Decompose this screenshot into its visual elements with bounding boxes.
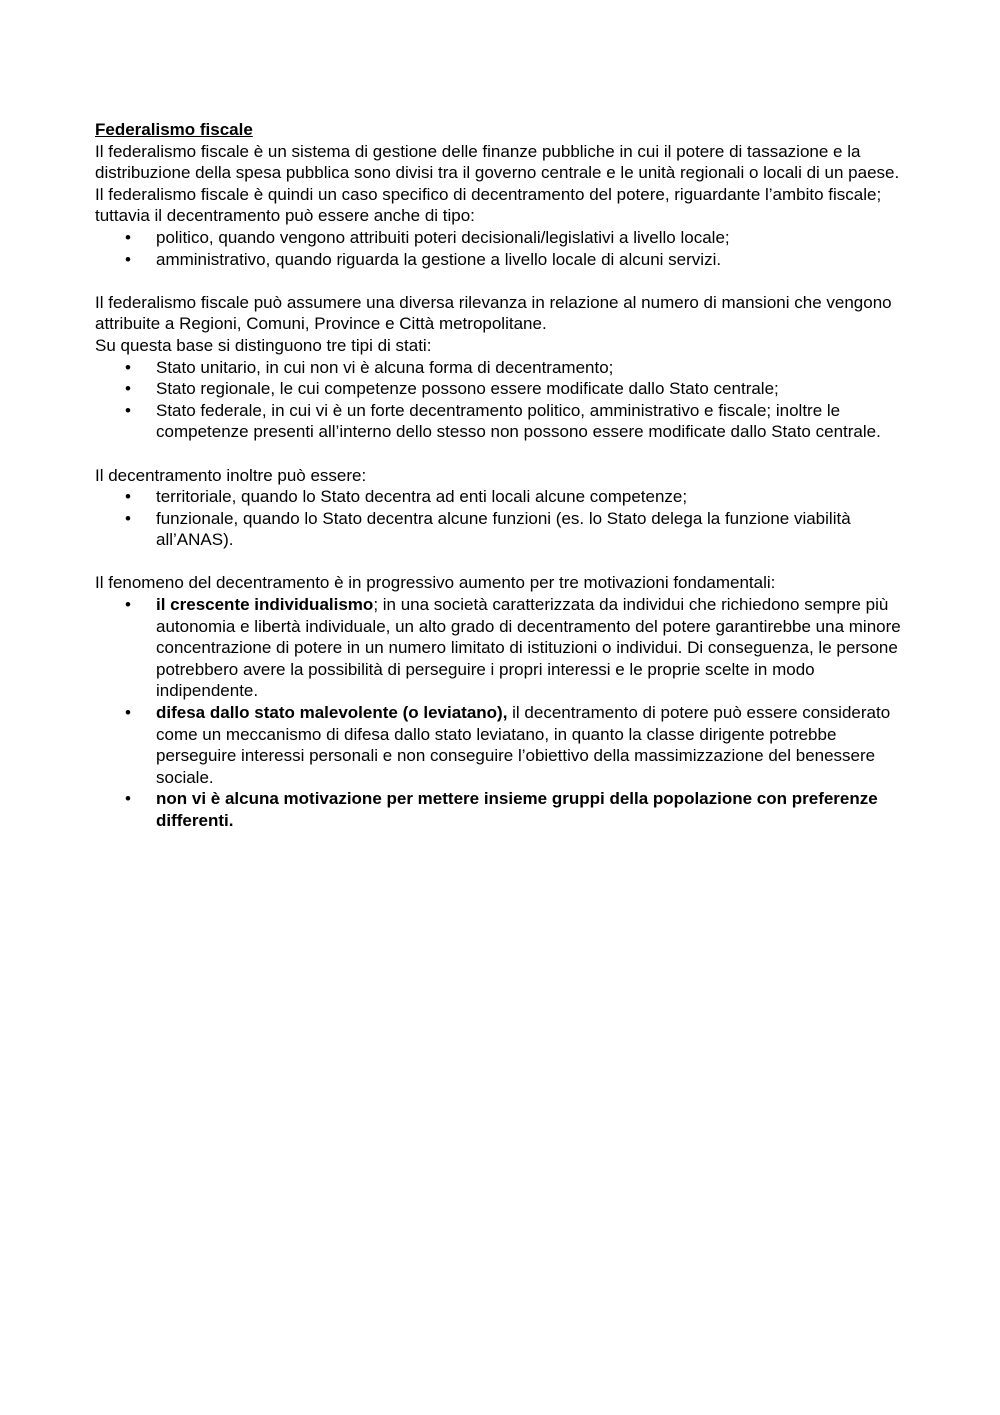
list-item — [95, 702, 910, 788]
item-text: ; in una società caratterizzata da individui che richiedono sempre più autonomia e libertà individuale, un alto grado di decentramento del potere garantirebbe una minore concentrazione di potere in un numero limitato di istituzioni o individui. Di conseguenza, le persone potrebbero avere la possibilità di perseguire i propri interessi e le proprie scelte in modo indipendente. — [156, 595, 901, 701]
item-text: il decentramento di potere può essere considerato come un meccanismo di difesa dallo stato leviatano, in quanto la classe dirigente potrebbe perseguire interessi personali e non conseguire l’obiettivo della massimizzazione del benessere sociale. — [156, 703, 891, 787]
decentramento-types-list — [95, 227, 910, 270]
state-types-list — [95, 357, 910, 443]
bold-lead: difesa dallo stato malevolente (o leviatano), — [156, 703, 508, 723]
spacer — [95, 270, 910, 292]
stati-intro: Su questa base si distinguono tre tipi di stati: — [95, 335, 432, 355]
list-item — [95, 788, 910, 831]
motivazioni-list — [95, 594, 910, 832]
list-item: • Stato unitario, in cui non vi è alcuna forma di decentramento; — [95, 357, 910, 379]
document-title: Federalismo fiscale — [95, 120, 253, 139]
intro-paragraph-1: Il federalismo fiscale è un sistema di gestione delle finanze pubbliche in cui il potere di tassazione e la distribuzione della spesa pubblica sono divisi tra il governo centrale e le unità regionali o locali di un paese. — [95, 141, 900, 183]
decentramento-intro: Il decentramento inoltre può essere: — [95, 465, 367, 485]
bold-lead: il crescente individualismo — [156, 595, 374, 615]
list-item: • Stato federale, in cui vi è un forte decentramento politico, amministrativo e fiscale; inoltre le competenze presenti all’interno dello stesso non possono essere modificate dallo Stato centrale. — [95, 400, 910, 443]
list-item: • amministrativo, quando riguarda la gestione a livello locale di alcuni servizi. — [95, 249, 910, 271]
spacer — [95, 551, 910, 573]
motivazioni-intro: Il fenomeno del decentramento è in progressivo aumento per tre motivazioni fondamentali: — [95, 573, 776, 593]
list-item — [95, 594, 910, 702]
list-item: • territoriale, quando lo Stato decentra ad enti locali alcune competenze; — [95, 486, 910, 508]
spacer — [95, 443, 910, 465]
bold-lead: non vi è alcuna motivazione per mettere insieme gruppi della popolazione con preferenze differenti. — [156, 789, 878, 830]
list-item: • funzionale, quando lo Stato decentra alcune funzioni (es. lo Stato delega la funzione viabilità all’ANAS). — [95, 508, 910, 551]
list-item: • Stato regionale, le cui competenze possono essere modificate dallo Stato centrale; — [95, 378, 910, 400]
decentramento-forms-list — [95, 486, 910, 551]
list-item: • politico, quando vengono attribuiti poteri decisionali/legislativi a livello locale; — [95, 227, 910, 249]
document-body — [95, 119, 910, 832]
rilevanza-paragraph: Il federalismo fiscale può assumere una diversa rilevanza in relazione al numero di mansioni che vengono attribuite a Regioni, Comuni, Province e Città metropolitane. — [95, 292, 892, 334]
intro-paragraph-2: Il federalismo fiscale è quindi un caso specifico di decentramento del potere, riguardante l’ambito fiscale; tuttavia il decentramento può essere anche di tipo: — [95, 184, 882, 226]
